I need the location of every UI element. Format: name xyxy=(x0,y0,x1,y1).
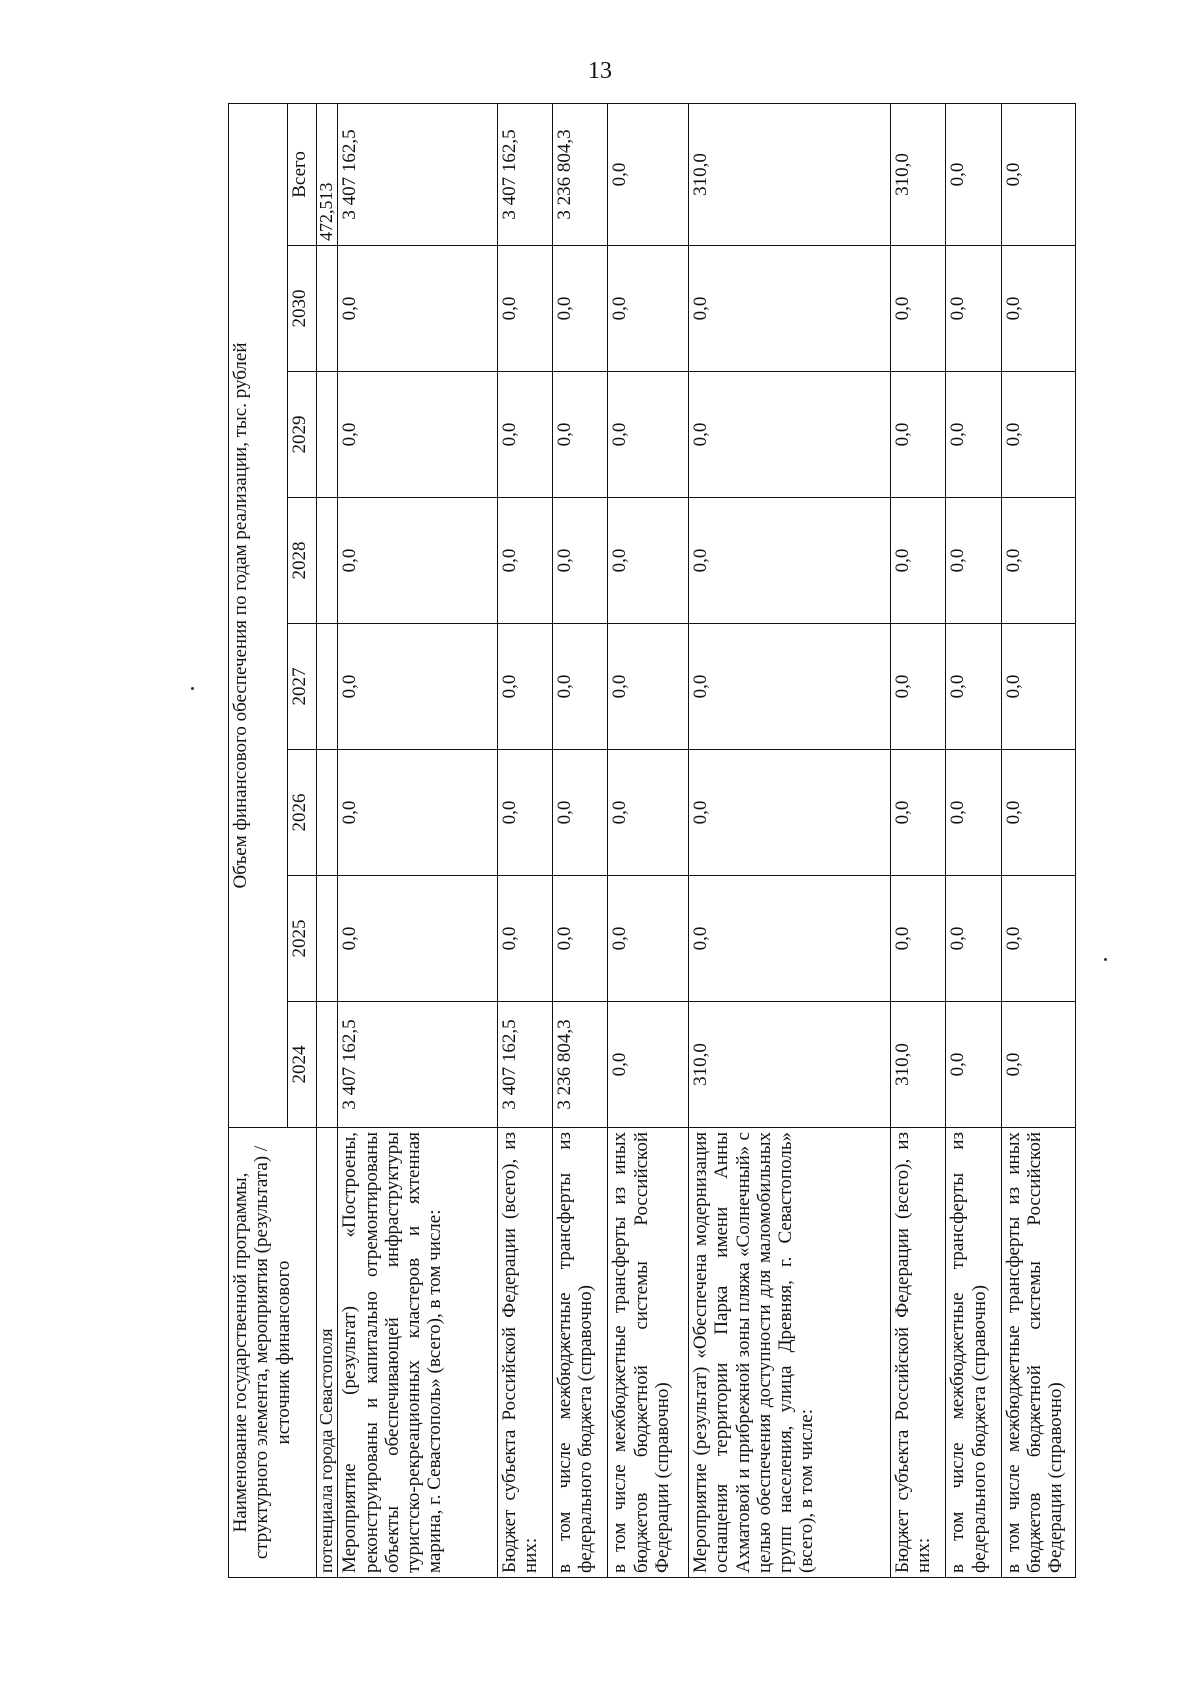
row-value-2025: 0,0 xyxy=(608,876,689,1002)
row-value-2030: 0,0 xyxy=(946,246,1001,372)
row-value-2025: 0,0 xyxy=(497,876,552,1002)
row-value-2026: 0,0 xyxy=(1001,750,1075,876)
table-row xyxy=(608,103,689,1577)
row-value-2027: 0,0 xyxy=(1001,624,1075,750)
continuation-total: 472,513 xyxy=(317,103,338,245)
row-name: в том числе межбюджетные трансферты из федерального бюджета (справочно) xyxy=(552,1128,607,1578)
row-value-2025: 0,0 xyxy=(946,876,1001,1002)
header-name-column: Наименование государственной программы, структурного элемента, мероприятия (результата) / источник финансового xyxy=(229,1128,317,1578)
table-row xyxy=(552,103,607,1577)
header-volume-title: Объем финансового обеспечения по годам реализации, тыс. рублей xyxy=(229,103,288,1127)
row-name: в том числе межбюджетные трансферты из федерального бюджета (справочно) xyxy=(946,1128,1001,1578)
row-value-2024: 0,0 xyxy=(946,1002,1001,1128)
row-value-2029: 0,0 xyxy=(497,372,552,498)
scan-speck xyxy=(1104,958,1107,961)
rotated-table-wrapper xyxy=(228,104,1076,1578)
row-name: Мероприятие (результат) «Построены, реконструированы и капитально отремонтированы объекты обеспечивающей инфраструктуры туристско-рекреационных кластеров и яхтенная марина, г. Севастополь» (всего), в том числе: xyxy=(338,1128,497,1578)
row-value-2030: 0,0 xyxy=(338,246,497,372)
row-value-2030: 0,0 xyxy=(552,246,607,372)
row-value-2024: 3 407 162,5 xyxy=(497,1002,552,1128)
row-total: 3 236 804,3 xyxy=(552,103,607,245)
header-year: 2024 xyxy=(288,1002,317,1128)
header-row-title xyxy=(229,103,288,1577)
row-value-2028: 0,0 xyxy=(338,498,497,624)
row-value-2029: 0,0 xyxy=(608,372,689,498)
row-total: 0,0 xyxy=(1001,103,1075,245)
row-name: Мероприятие (результат) «Обеспечена модернизация оснащения территории Парка имени Анны Ахматовой и прибрежной зоны пляжа «Солнечный» с целью обеспечения доступности для маломобильных групп населения, улица Древняя, г. Севастополь» (всего), в том числе: xyxy=(689,1128,891,1578)
row-value-2024: 3 407 162,5 xyxy=(338,1002,497,1128)
row-value-2027: 0,0 xyxy=(338,624,497,750)
row-value-2024: 0,0 xyxy=(1001,1002,1075,1128)
budget-table xyxy=(228,103,1076,1578)
row-value-2025: 0,0 xyxy=(552,876,607,1002)
header-year: 2030 xyxy=(288,246,317,372)
row-value-2025: 0,0 xyxy=(890,876,945,1002)
row-value-2030: 0,0 xyxy=(608,246,689,372)
row-total: 3 407 162,5 xyxy=(338,103,497,245)
table-row xyxy=(497,103,552,1577)
continuation-name: потенциала города Севастополя xyxy=(317,1128,338,1578)
row-value-2027: 0,0 xyxy=(608,624,689,750)
row-value-2029: 0,0 xyxy=(552,372,607,498)
row-value-2029: 0,0 xyxy=(1001,372,1075,498)
row-value-2029: 0,0 xyxy=(946,372,1001,498)
row-value-2027: 0,0 xyxy=(946,624,1001,750)
header-year: 2029 xyxy=(288,372,317,498)
row-value-2028: 0,0 xyxy=(552,498,607,624)
row-value-2025: 0,0 xyxy=(338,876,497,1002)
row-total: 0,0 xyxy=(946,103,1001,245)
row-value-2028: 0,0 xyxy=(608,498,689,624)
row-value-2028: 0,0 xyxy=(497,498,552,624)
row-value-2027: 0,0 xyxy=(552,624,607,750)
row-value-2026: 0,0 xyxy=(890,750,945,876)
page-number: 13 xyxy=(588,58,612,84)
header-year: 2025 xyxy=(288,876,317,1002)
header-year-total: Всего xyxy=(288,103,317,245)
row-total: 310,0 xyxy=(890,103,945,245)
scan-speck xyxy=(191,687,194,690)
row-name: в том числе межбюджетные трансферты из иных бюджетов бюджетной системы Российской Федерации (справочно) xyxy=(608,1128,689,1578)
row-value-2026: 0,0 xyxy=(552,750,607,876)
header-year: 2027 xyxy=(288,624,317,750)
row-total: 310,0 xyxy=(689,103,891,245)
row-name: Бюджет субъекта Российской Федерации (всего), из них: xyxy=(890,1128,945,1578)
table-row xyxy=(338,103,497,1577)
row-value-2026: 0,0 xyxy=(689,750,891,876)
row-value-2024: 310,0 xyxy=(689,1002,891,1128)
row-value-2029: 0,0 xyxy=(338,372,497,498)
row-value-2030: 0,0 xyxy=(1001,246,1075,372)
row-value-2026: 0,0 xyxy=(497,750,552,876)
header-year: 2028 xyxy=(288,498,317,624)
row-value-2028: 0,0 xyxy=(689,498,891,624)
row-name: в том числе межбюджетные трансферты из иных бюджетов бюджетной системы Российской Федерации (справочно) xyxy=(1001,1128,1075,1578)
row-value-2024: 0,0 xyxy=(608,1002,689,1128)
row-total: 0,0 xyxy=(608,103,689,245)
table-row xyxy=(946,103,1001,1577)
row-value-2027: 0,0 xyxy=(497,624,552,750)
table-row xyxy=(1001,103,1075,1577)
table-row xyxy=(689,103,891,1577)
row-value-2024: 3 236 804,3 xyxy=(552,1002,607,1128)
table-row xyxy=(890,103,945,1577)
row-value-2025: 0,0 xyxy=(689,876,891,1002)
row-value-2024: 310,0 xyxy=(890,1002,945,1128)
table-row-continuation xyxy=(317,103,338,1577)
row-value-2029: 0,0 xyxy=(689,372,891,498)
row-total: 3 407 162,5 xyxy=(497,103,552,245)
row-value-2026: 0,0 xyxy=(608,750,689,876)
row-value-2028: 0,0 xyxy=(890,498,945,624)
row-value-2025: 0,0 xyxy=(1001,876,1075,1002)
row-value-2028: 0,0 xyxy=(1001,498,1075,624)
row-value-2028: 0,0 xyxy=(946,498,1001,624)
row-value-2030: 0,0 xyxy=(890,246,945,372)
header-year: 2026 xyxy=(288,750,317,876)
row-value-2027: 0,0 xyxy=(689,624,891,750)
row-value-2030: 0,0 xyxy=(689,246,891,372)
row-value-2026: 0,0 xyxy=(338,750,497,876)
row-name: Бюджет субъекта Российской Федерации (всего), из них: xyxy=(497,1128,552,1578)
row-value-2029: 0,0 xyxy=(890,372,945,498)
row-value-2026: 0,0 xyxy=(946,750,1001,876)
row-value-2030: 0,0 xyxy=(497,246,552,372)
row-value-2027: 0,0 xyxy=(890,624,945,750)
